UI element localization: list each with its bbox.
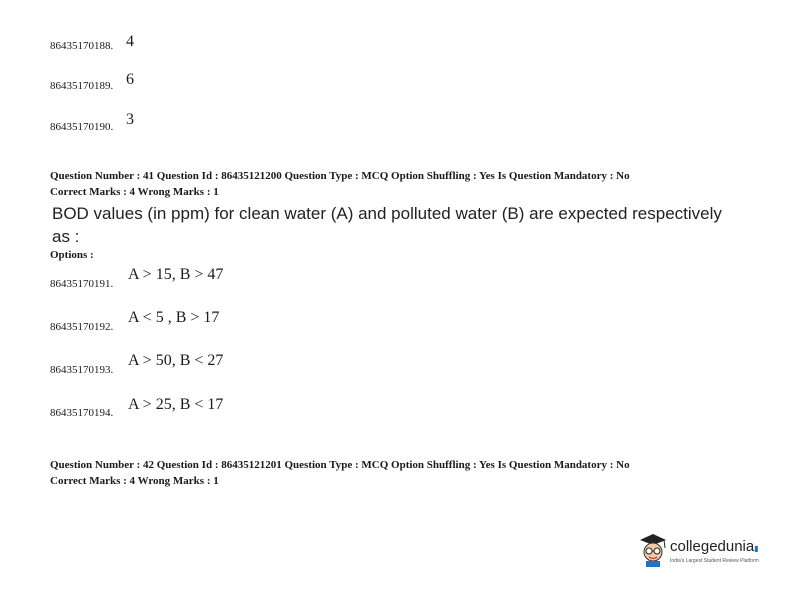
option-id: 86435170194.	[50, 407, 114, 419]
question-meta: Question Number : 42 Question Id : 86435121201 Question Type : MCQ Option Shuffling : Yes Is Question Mandatory : No	[50, 459, 630, 471]
question-meta: Question Number : 41 Question Id : 86435121200 Question Type : MCQ Option Shuffling : Yes Is Question Mandatory : No	[50, 170, 630, 182]
question-text: BOD values (in ppm) for clean water (A) and polluted water (B) are expected respectively	[52, 204, 722, 223]
question-marks: Correct Marks : 4 Wrong Marks : 1	[50, 475, 219, 487]
option-value: A > 50, B < 27	[128, 352, 224, 369]
option-id: 86435170189.	[50, 80, 114, 92]
option-value: A > 15, B > 47	[128, 266, 224, 283]
option-value: 4	[126, 33, 134, 50]
option-id: 86435170190.	[50, 121, 114, 133]
mascot-icon	[638, 532, 668, 568]
option-id: 86435170191.	[50, 278, 114, 290]
option-id: 86435170192.	[50, 321, 114, 333]
option-id: 86435170188.	[50, 40, 114, 52]
option-value: A > 25, B < 17	[128, 396, 224, 413]
option-value: A < 5 , B > 17	[128, 309, 220, 326]
option-id: 86435170193.	[50, 364, 114, 376]
option-value: 3	[126, 111, 134, 128]
question-text-continued: as :	[52, 227, 80, 246]
collegedunia-logo	[638, 530, 768, 570]
question-marks: Correct Marks : 4 Wrong Marks : 1	[50, 186, 219, 198]
logo-name: collegedunia	[670, 538, 755, 555]
option-value: 6	[126, 71, 134, 88]
logo-tagline: India's Largest Student Review Platform	[670, 558, 759, 564]
options-label: Options :	[50, 249, 94, 261]
logo-accent-mark: ▮	[754, 544, 759, 553]
